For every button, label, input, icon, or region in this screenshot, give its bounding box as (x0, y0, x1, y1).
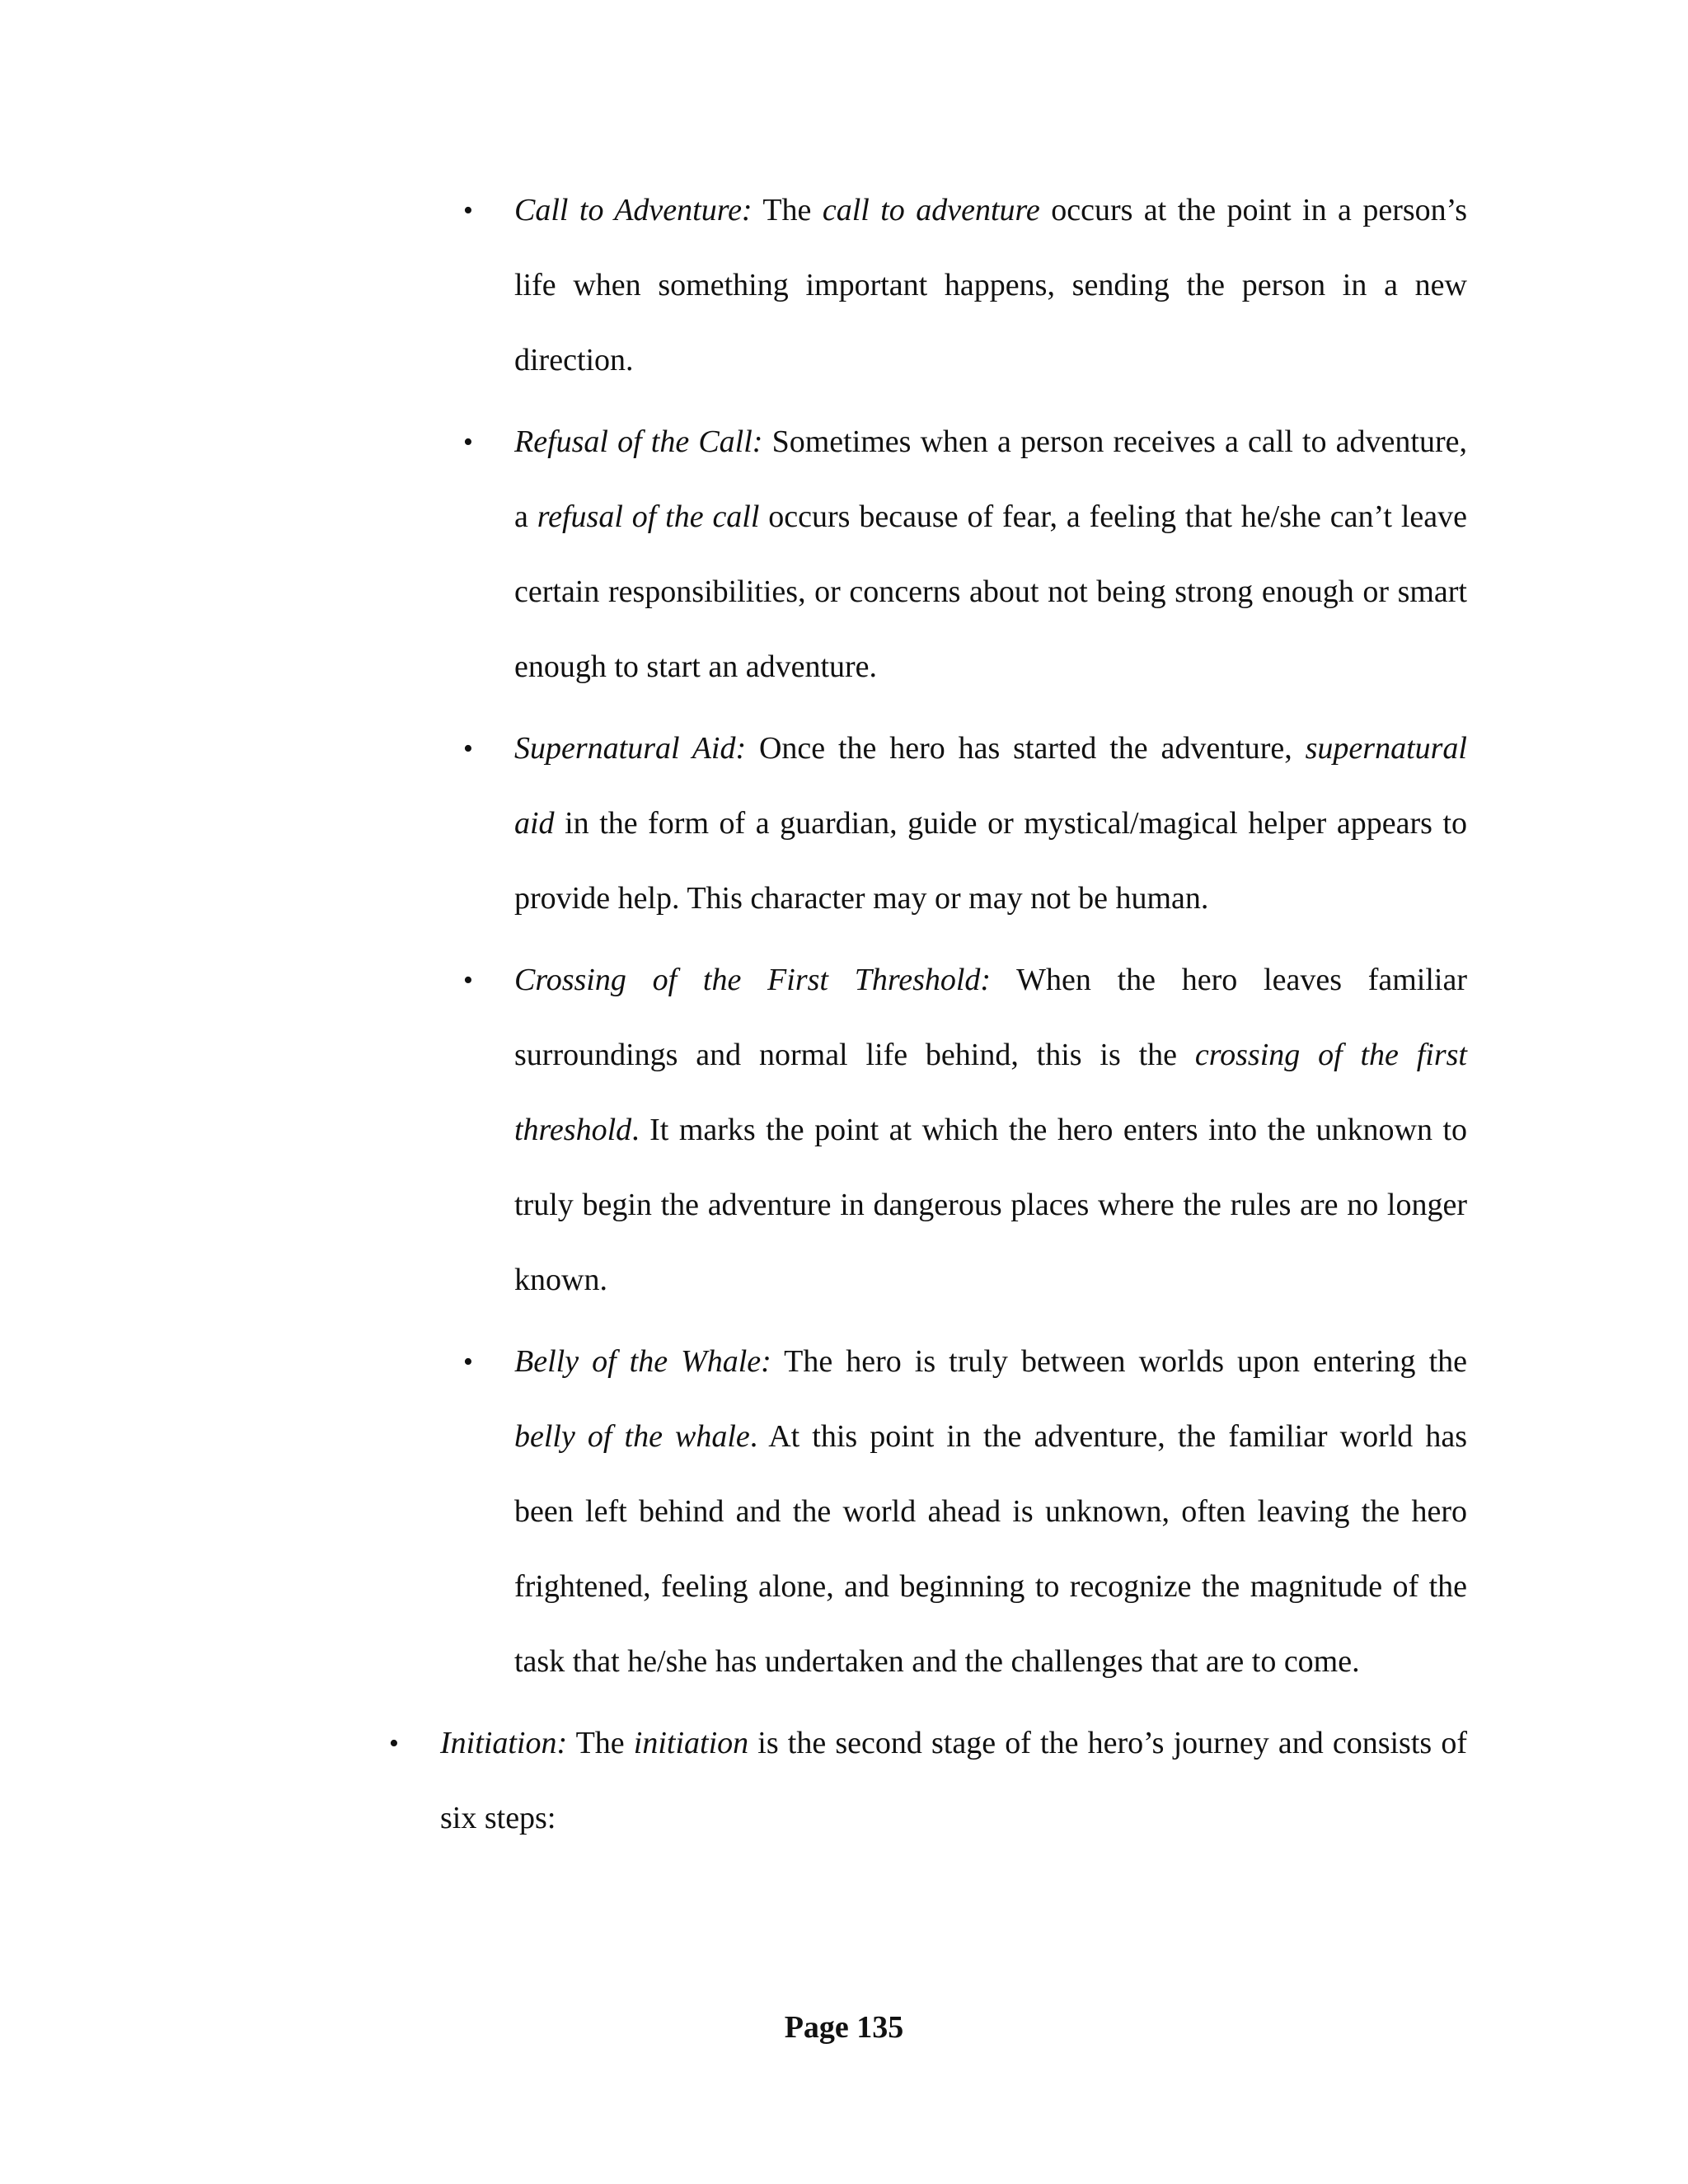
body-text: is the second stage of the hero’s journey and consists of six steps: (440, 1726, 1467, 1835)
italic-term: refusal of the call (537, 499, 760, 534)
body-text: Once the hero has started the adventure, (746, 731, 1306, 766)
bullet-icon: • (463, 195, 473, 226)
term-label: Supernatural Aid: (514, 731, 747, 766)
body-text: The hero is truly between worlds upon entering the (771, 1344, 1467, 1379)
term-label: Crossing of the First Threshold: (514, 963, 992, 997)
body-text: Sometimes when a person receives a call to adventure, a (514, 424, 1467, 534)
body-text: occurs because of fear, a feeling that he/she can’t leave certain responsibilities, or concerns about not being strong enough or smart enough to start an adventure. (514, 499, 1467, 684)
body-text: The (752, 193, 823, 227)
bullet-icon: • (463, 965, 473, 996)
list-item-top-level (389, 1706, 1467, 1856)
page-number: Page 135 (784, 2010, 904, 2045)
body-text: . At this point in the adventure, the familiar world has been left behind and the world ahead is unknown, often leaving the hero frightened, feeling alone, and beginning to recognize the magnitude of the task that he/she has undertaken and the challenges that are to come. (514, 1419, 1468, 1679)
italic-term: call to adventure (822, 193, 1040, 227)
bullet-list (0, 173, 1688, 1856)
body-text: in the form of a guardian, guide or mystical/magical helper appears to provide help. This character may or may not be human. (514, 806, 1467, 916)
body-text: The (567, 1726, 634, 1760)
bullet-icon: • (463, 1347, 473, 1377)
list-item (463, 173, 1467, 398)
bullet-icon: • (463, 733, 473, 764)
bullet-icon: • (463, 427, 473, 457)
term-label: Call to Adventure: (514, 193, 753, 227)
body-text: . It marks the point at which the hero enters into the unknown to truly begin the adventure in dangerous places where the rules are no longer known. (514, 1113, 1467, 1297)
italic-term: initiation (633, 1726, 749, 1760)
list-item (463, 711, 1467, 936)
italic-term: crossing of the first threshold (514, 1038, 1467, 1147)
list-item (463, 1324, 1468, 1699)
italic-term: belly of the whale (514, 1419, 750, 1454)
italic-term: supernatural aid (514, 731, 1467, 841)
body-text: When the hero leaves familiar surroundings and normal life behind, this is the (514, 963, 1467, 1072)
term-label: Initiation: (440, 1726, 568, 1760)
term-label: Refusal of the Call: (514, 424, 763, 459)
list-item (463, 943, 1467, 1318)
body-text: occurs at the point in a person’s life when something important happens, sending the person in a new direction. (514, 193, 1467, 377)
term-label: Belly of the Whale: (514, 1344, 771, 1379)
list-item (463, 405, 1467, 705)
bullet-icon: • (389, 1728, 399, 1759)
